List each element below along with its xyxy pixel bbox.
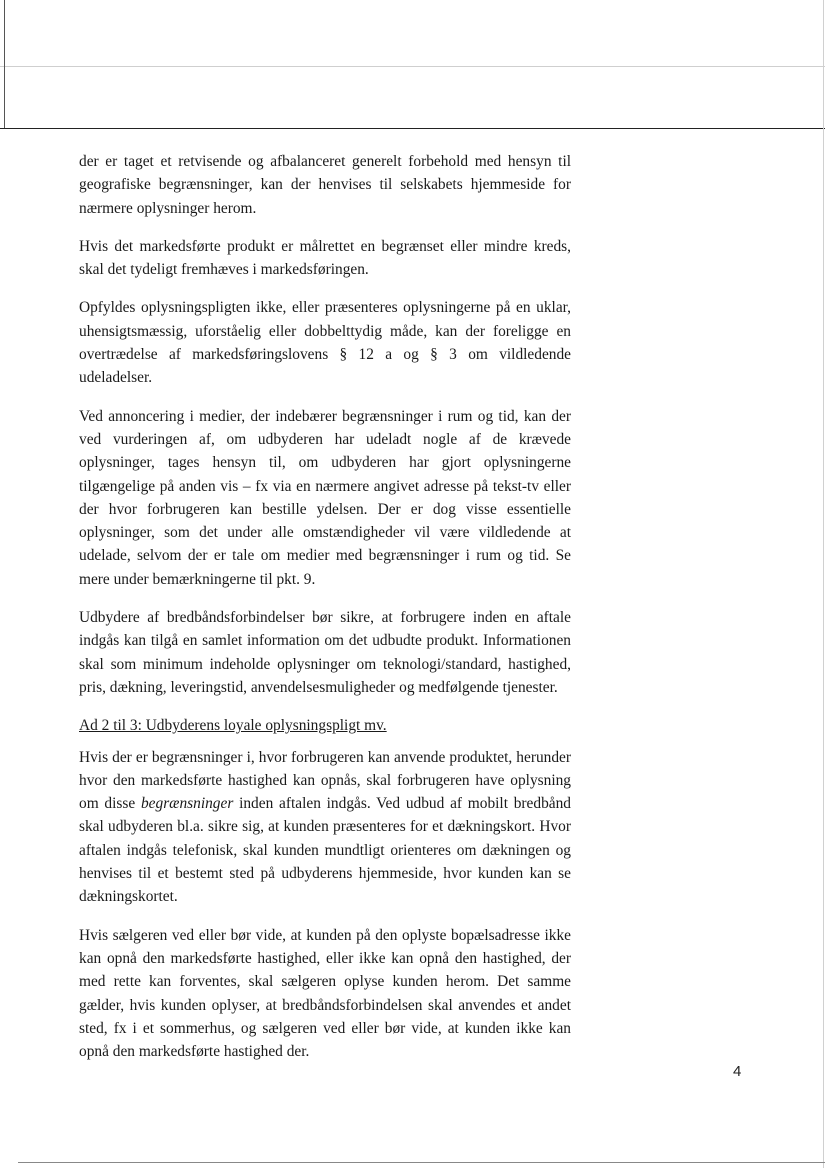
- body-paragraph: [79, 924, 571, 1064]
- paragraph-text: Ad 2 til 3: Udbyderens loyale oplysningspligt mv.: [79, 717, 387, 735]
- paragraph-text: Hvis sælgeren ved eller bør vide, at kunden på den oplyste bopælsadresse ikke kan opnå den markedsførte hastighed, eller ikke kan opnå den hastighed, der med rette kan forventes, skal sælgeren oplyse kunden herom. Det samme gælder, hvis kunden oplyser, at bredbåndsforbindelsen skal anvendes et andet sted, fx i et sommerhus, og sælgeren ved eller bør vide, at kunden ikke kan opnå den markedsførte hastighed der.: [79, 926, 571, 1061]
- document-body: [79, 150, 571, 1078]
- body-paragraph: [79, 296, 571, 389]
- body-paragraph: [79, 235, 571, 282]
- body-paragraph: [79, 405, 571, 591]
- paragraph-text: Opfyldes oplysningspligten ikke, eller præsenteres oplysningerne på en uklar, uhensigtsmæssig, uforståelig eller dobbelttydig måde, kan der foreligge en overtrædelse af markedsføringslovens § 12 a og § 3 om vildledende udeladelser.: [79, 299, 571, 387]
- paragraph-text: Hvis det markedsførte produkt er målrettet en begrænset eller mindre kreds, skal det tydeligt fremhæves i markedsføringen.: [79, 237, 571, 279]
- body-paragraph: [79, 606, 571, 699]
- paragraph-text: inden aftalen indgås. Ved udbud af mobilt bredbånd skal udbyderen bl.a. sikre sig, at kunden præsenteres for et dækningskort. Hvor aftalen indgås telefonisk, skal kunden mundtligt orienteres om dækningen og henvises til et bestemt sted på udbyderens hjemmeside, hvor kunden kan se dækningskortet.: [79, 795, 571, 906]
- paragraph-text: der er taget et retvisende og afbalanceret generelt forbehold med hensyn til geografiske begrænsninger, kan der henvises til selskabets hjemmeside for nærmere oplysninger herom.: [79, 153, 571, 217]
- body-paragraph: [79, 746, 571, 909]
- paragraph-text: Hvis der er begrænsninger i, hvor forbrugeren kan anvende produktet, herunder hvor den markedsførte hastighed kan opnås, skal forbrugeren have oplysning om disse: [79, 748, 571, 813]
- scan-left-edge: [4, 0, 5, 128]
- paragraph-text: Ved annoncering i medier, der indebærer begrænsninger i rum og tid, kan der ved vurderingen af, om udbyderen har udeladt nogle af de krævede oplysninger, tages hensyn til, om udbyderen har gjort oplysningerne tilgængelige på anden vis – fx via en nærmere angivet adresse på tekst-tv eller der hvor forbrugeren kan bestille ydelsen. Der er dog visse essentielle oplysninger, som det under alle omstændigheder vil være vildledende at udelade, selvom der er tale om medier med begrænsninger i rum og tid. Se mere under bemærkningerne til pkt. 9.: [79, 407, 571, 588]
- scan-right-edge: [823, 0, 824, 1168]
- section-heading: [79, 714, 571, 737]
- scan-artifact-line: [0, 66, 825, 67]
- header-rule: [0, 128, 825, 129]
- paragraph-text: Udbydere af bredbåndsforbindelser bør sikre, at forbrugere inden en aftale indgås kan tilgå en samlet information om det udbudte produkt. Informationen skal som minimum indeholde oplysninger om teknologi/standard, hastighed, pris, dækning, leveringstid, anvendelsesmuligheder og medfølgende tjenester.: [79, 609, 571, 696]
- page-number: 4: [733, 1063, 742, 1080]
- emphasized-text: begrænsninger: [140, 795, 234, 813]
- body-paragraph: [79, 150, 571, 220]
- footer-rule: [18, 1162, 825, 1163]
